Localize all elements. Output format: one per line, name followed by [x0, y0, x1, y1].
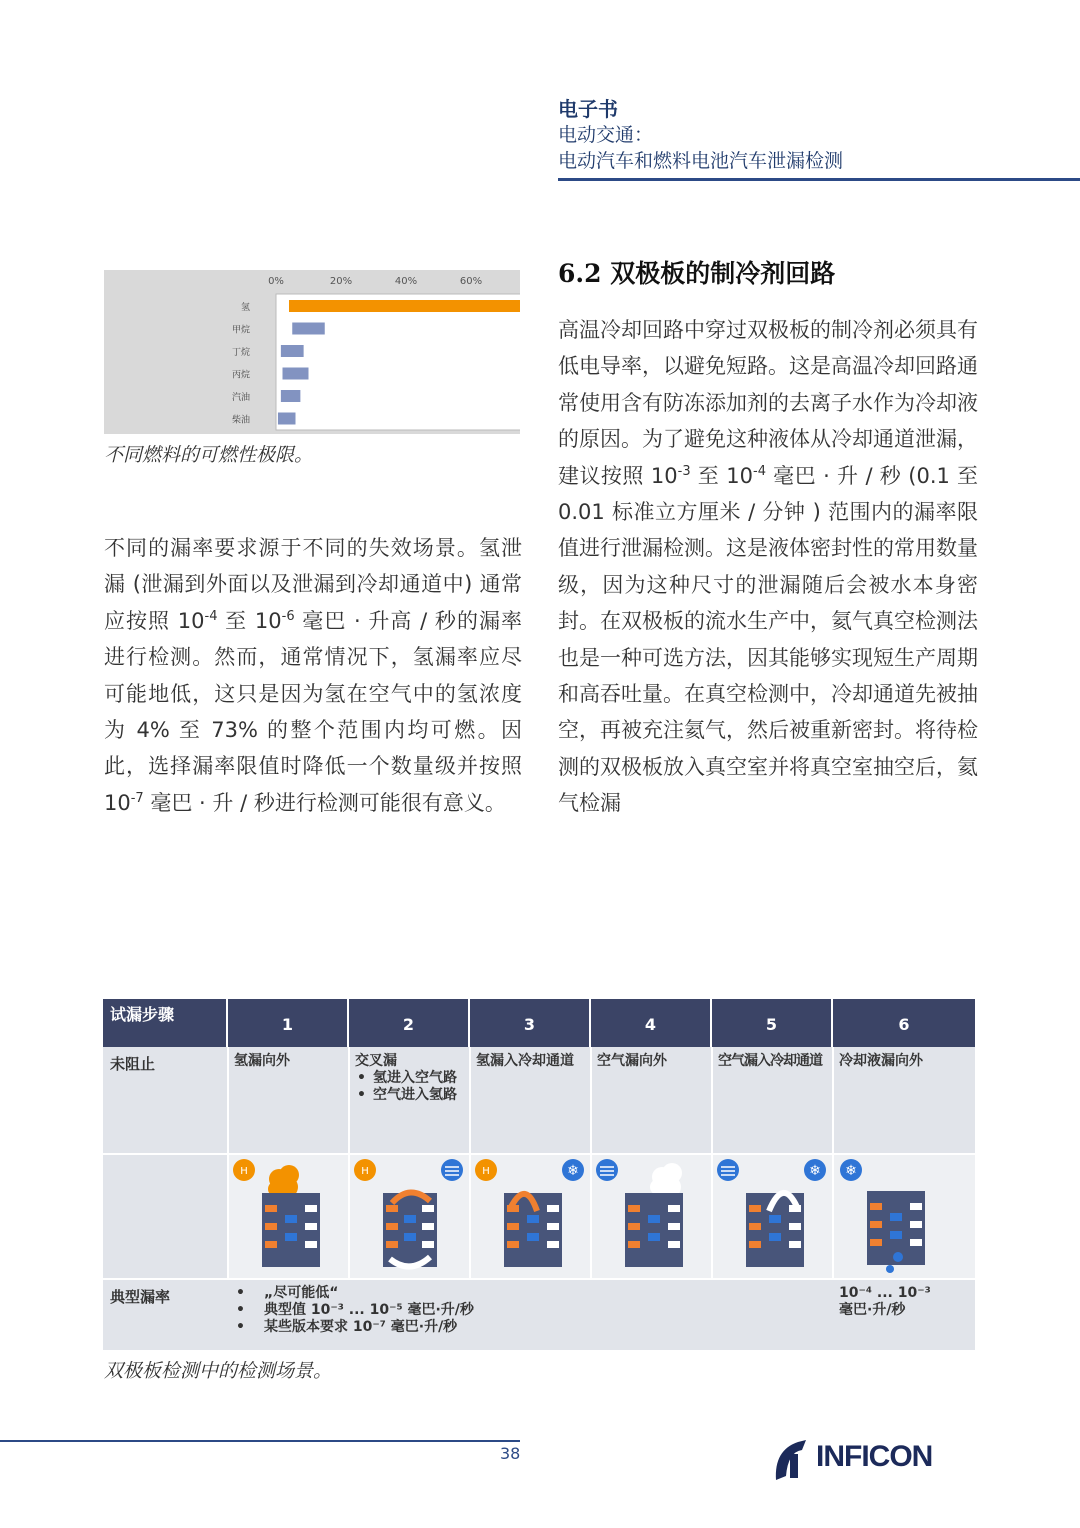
right-sup-1: -3 — [677, 463, 691, 479]
header-line-2: 电动汽车和燃料电池汽车泄漏检测 — [558, 150, 844, 172]
step-6-rate-unit: 毫巴·升/秒 — [839, 1302, 906, 1318]
step-6-header: 6 — [898, 1015, 910, 1034]
left-sup-3: -7 — [130, 790, 144, 806]
table-caption: 双极板检测中的检测场景。 — [104, 1360, 333, 1382]
air-icon — [717, 1159, 739, 1181]
left-paragraph — [104, 530, 522, 821]
flammability-chart — [104, 270, 520, 434]
left-text-part-3: 毫巴 · 升高 / 秒的漏率进行检测。然而，通常情况下，氢漏率应尽可能地低，这只是因为氢在空气中的氢浓度为 4% 至 73% 的整个范围内均可燃。因此，选择漏率限值时降低一个数量级并按照 10 — [104, 608, 522, 815]
air-icon — [441, 1159, 463, 1181]
brand-name: INFICON — [816, 1440, 933, 1473]
left-sup-2: -6 — [281, 608, 295, 624]
step-2-illustration — [350, 1155, 469, 1278]
bipolar-plate-icon — [625, 1193, 683, 1267]
step-4-desc: 空气漏向外 — [597, 1053, 667, 1069]
h2-icon — [475, 1159, 497, 1181]
bar-3 — [283, 368, 309, 380]
coolant-icon — [804, 1159, 826, 1181]
category-label: 柴油 — [231, 415, 250, 426]
section-title: 6.2 双极板的制冷剂回路 — [558, 259, 836, 288]
coolant-icon — [562, 1159, 584, 1181]
category-label: 丙烷 — [231, 370, 250, 381]
row-label-unblocked: 未阻止 — [110, 1055, 156, 1073]
step-4-header: 4 — [591, 999, 712, 1047]
category-label: 汽油 — [231, 393, 250, 403]
category-label: 甲烷 — [231, 325, 250, 336]
step-5-illustration — [713, 1155, 832, 1278]
left-sup-1: -4 — [204, 608, 218, 624]
bar-5 — [278, 413, 296, 425]
step-6-rate — [839, 1285, 931, 1319]
category-label: 丁烷 — [231, 348, 250, 358]
table-header-label: 试漏步骤 — [103, 999, 228, 1047]
row-label-typical-rate: 典型漏率 — [110, 1288, 171, 1306]
chart-caption: 不同燃料的可燃性极限。 — [104, 444, 314, 466]
svg-text:❄: ❄ — [845, 1163, 857, 1179]
x-tick-label: 40% — [394, 276, 418, 287]
svg-text:H: H — [361, 1166, 369, 1177]
category-label: 氢 — [240, 303, 250, 313]
step-4-illustration — [592, 1155, 711, 1278]
h2-icon — [233, 1159, 255, 1181]
step-1-desc: 氢漏向外 — [234, 1053, 290, 1069]
left-text-part-1: 不同的漏率要求源于不同的失效场景。氢泄漏 (泄漏到外面以及泄漏到冷却通道中) 通常应按照 10 — [104, 536, 522, 633]
logo-mark-icon — [772, 1436, 812, 1484]
step-6-illustration — [834, 1155, 975, 1278]
step-5-desc: 空气漏入冷却通道 — [718, 1053, 822, 1069]
svg-text:H: H — [482, 1166, 490, 1177]
rate-item: • 典型值 10⁻³ ... 10⁻⁵ 毫巴·升/秒 — [234, 1302, 714, 1319]
x-tick-label: 60% — [459, 276, 483, 287]
bipolar-plate-icon — [262, 1193, 320, 1267]
right-text-part-1: 高温冷却回路中穿过双极板的制冷剂必须具有低电导率，以避免短路。这是高温冷却回路通常使用含有防冻添加剂的去离子水作为冷却液的原因。为了避免这种液体从冷却通道泄漏，建议按照 10 — [558, 318, 978, 488]
chart-svg — [104, 270, 520, 434]
left-text-part-2: 至 10 — [217, 608, 282, 633]
rate-item: • „尽可能低“ — [234, 1285, 714, 1302]
left-text-part-4: 毫巴 · 升 / 秒进行检测可能很有意义。 — [143, 790, 506, 815]
h2-icon — [354, 1159, 376, 1181]
right-sup-2: -4 — [753, 463, 766, 479]
svg-text:❄: ❄ — [809, 1163, 821, 1179]
chart-plot-area — [276, 294, 520, 430]
svg-text:❄: ❄ — [567, 1163, 579, 1179]
step-1-header: 1 — [228, 999, 349, 1047]
footer-rule — [0, 1440, 520, 1442]
rate-item: • 某些版本要求 10⁻⁷ 毫巴·升/秒 — [234, 1319, 714, 1336]
inficon-logo — [772, 1436, 982, 1484]
leak-test-table — [103, 999, 975, 1350]
step-6-desc: 冷却液漏向外 — [839, 1053, 923, 1069]
step-6-rate-value: 10⁻⁴ ... 10⁻³ — [839, 1285, 931, 1301]
right-paragraph — [558, 312, 978, 822]
step-2-title: 交叉漏 — [355, 1053, 397, 1069]
bar-4 — [281, 390, 301, 402]
header-rule — [558, 178, 1080, 181]
step-2-bullets — [355, 1070, 467, 1104]
ebook-label: 电子书 — [558, 97, 618, 121]
step-5-header: 5 — [712, 999, 833, 1047]
step-2-desc — [355, 1053, 467, 1104]
bar-1 — [292, 323, 325, 335]
step-3-header: 3 — [470, 999, 591, 1047]
x-tick-label: 20% — [329, 276, 353, 287]
air-icon — [596, 1159, 618, 1181]
right-text-part-3: 毫巴 · 升 / 秒 (0.1 至 0.01 标准立方厘米 / 分钟 ) 范围内的漏率限值进行泄漏检测。这是液体密封性的常用数量级，因为这种尺寸的泄漏随后会被水本身密封。在双极板的流水生产中，氦气真空检测法也是一种可选方法，因其能够实现短生产周期和高吞吐量。在真空检测中，冷却通道先被抽空，再被充注氦气，然后被重新密封。将待检测的双极板放入真空室并将真空室抽空后，氦气检漏 — [558, 463, 978, 816]
step-2-header: 2 — [349, 999, 470, 1047]
x-tick-label: 0% — [268, 276, 284, 287]
cloud-icon — [650, 1163, 682, 1198]
bullet-item: • 氢进入空气路 — [355, 1070, 467, 1087]
step-3-desc: 氢漏入冷却通道 — [476, 1053, 574, 1069]
bar-0 — [289, 300, 520, 312]
step-1-illustration — [229, 1155, 348, 1278]
page-number: 38 — [500, 1444, 521, 1463]
bullet-item: • 空气进入氢路 — [355, 1087, 467, 1104]
right-text-part-2: 至 10 — [690, 463, 754, 488]
bar-2 — [281, 345, 304, 357]
typical-rate-list — [234, 1285, 714, 1336]
row-sep — [103, 1278, 975, 1280]
header-line-1: 电动交通： — [558, 124, 654, 146]
svg-text:H: H — [240, 1166, 248, 1177]
document-header — [558, 96, 1080, 174]
step-3-illustration — [471, 1155, 590, 1278]
coolant-icon — [840, 1159, 862, 1181]
